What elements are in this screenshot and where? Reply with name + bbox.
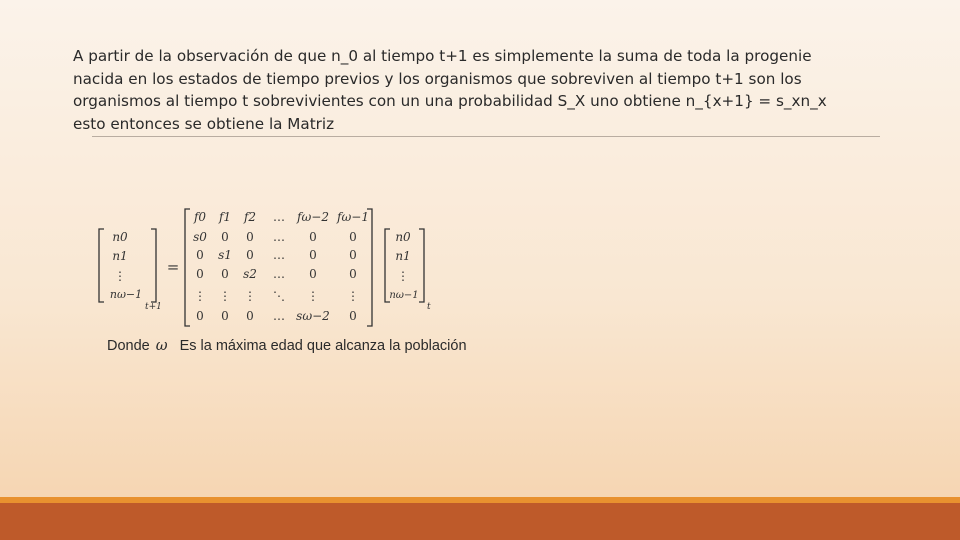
matrix-entry: s2 <box>243 267 257 281</box>
lhs-entry: n0 <box>112 230 128 244</box>
lhs-entry: n1 <box>112 249 128 263</box>
caption-prefix: Donde <box>107 338 150 354</box>
matrix-entry: 0 <box>349 267 357 281</box>
rhs-entry: nω−1 <box>389 290 419 301</box>
paragraph-line: nacida en los estados de tiempo previos y los organismos que sobreviven al tiempo t+1 son los <box>73 69 802 88</box>
matrix-entry: 0 <box>349 230 357 244</box>
matrix-entry: f2 <box>243 210 257 224</box>
matrix-entry: … <box>273 267 285 281</box>
matrix-entry: 0 <box>246 248 254 262</box>
lhs-bracket-left <box>99 229 104 302</box>
matrix-entry: … <box>273 248 285 262</box>
caption-description: Es la máxima edad que alcanza la población <box>179 338 467 354</box>
matrix-entry: … <box>273 230 285 244</box>
matrix-entry: ⋮ <box>307 289 319 303</box>
rhs-entry: ⋮ <box>397 269 409 283</box>
lhs-bracket-right <box>151 229 156 302</box>
matrix-entry: 0 <box>309 230 317 244</box>
matrix-entry: fω−2 <box>297 210 329 224</box>
matrix-entry: ⋮ <box>194 289 206 303</box>
paragraph-line: A partir de la observación de que n_0 al tiempo t+1 es simplemente la suma de toda la progenie <box>73 47 812 65</box>
matrix-entry: ⋮ <box>347 289 359 303</box>
matrix-entry: 0 <box>246 309 254 323</box>
matrix-bracket-left <box>185 209 190 326</box>
matrix-entry: 0 <box>309 248 317 262</box>
matrix-entry: 0 <box>349 248 357 262</box>
matrix-entry: 0 <box>246 230 254 244</box>
matrix-entry: f0 <box>193 210 207 224</box>
matrix-entry: 0 <box>196 248 204 262</box>
paragraph-line: esto entonces se obtiene la Matriz <box>73 114 335 133</box>
matrix-entry: fω−1 <box>337 210 369 224</box>
matrix-entry: sω−2 <box>296 309 330 323</box>
matrix-entry: ⋱ <box>273 289 285 303</box>
footer-band <box>0 503 960 540</box>
lhs-entry: ⋮ <box>114 269 126 283</box>
matrix-entry: 0 <box>221 267 229 281</box>
rhs-entry: n0 <box>395 230 411 244</box>
omega-symbol: ω <box>155 338 168 354</box>
matrix-entry: … <box>273 309 285 323</box>
matrix-entry: 0 <box>221 230 229 244</box>
matrix-entry: … <box>273 210 285 224</box>
matrix-entry: s0 <box>193 230 207 244</box>
caption <box>107 338 467 354</box>
rhs-subscript: t <box>427 302 431 312</box>
lhs-subscript: t+1 <box>145 302 162 312</box>
matrix-bracket-right <box>367 209 372 326</box>
rhs-bracket-right <box>419 229 424 302</box>
matrix-entry: ⋮ <box>219 289 231 303</box>
matrix-entry: 0 <box>221 309 229 323</box>
matrix-entry: ⋮ <box>244 289 256 303</box>
matrix-entry: 0 <box>196 267 204 281</box>
matrix-entry: 0 <box>349 309 357 323</box>
paragraph-line: organismos al tiempo t sobrevivientes con un una probabilidad S_X uno obtiene n_{x+1} = s_xn_x <box>73 92 827 110</box>
rhs-entry: n1 <box>395 249 411 263</box>
matrix-entry: f1 <box>218 210 232 224</box>
lhs-entry: nω−1 <box>109 288 143 301</box>
matrix-entry: 0 <box>196 309 204 323</box>
equals-sign: = <box>166 258 180 276</box>
matrix-entry: s1 <box>218 248 232 262</box>
matrix-entry: 0 <box>309 267 317 281</box>
